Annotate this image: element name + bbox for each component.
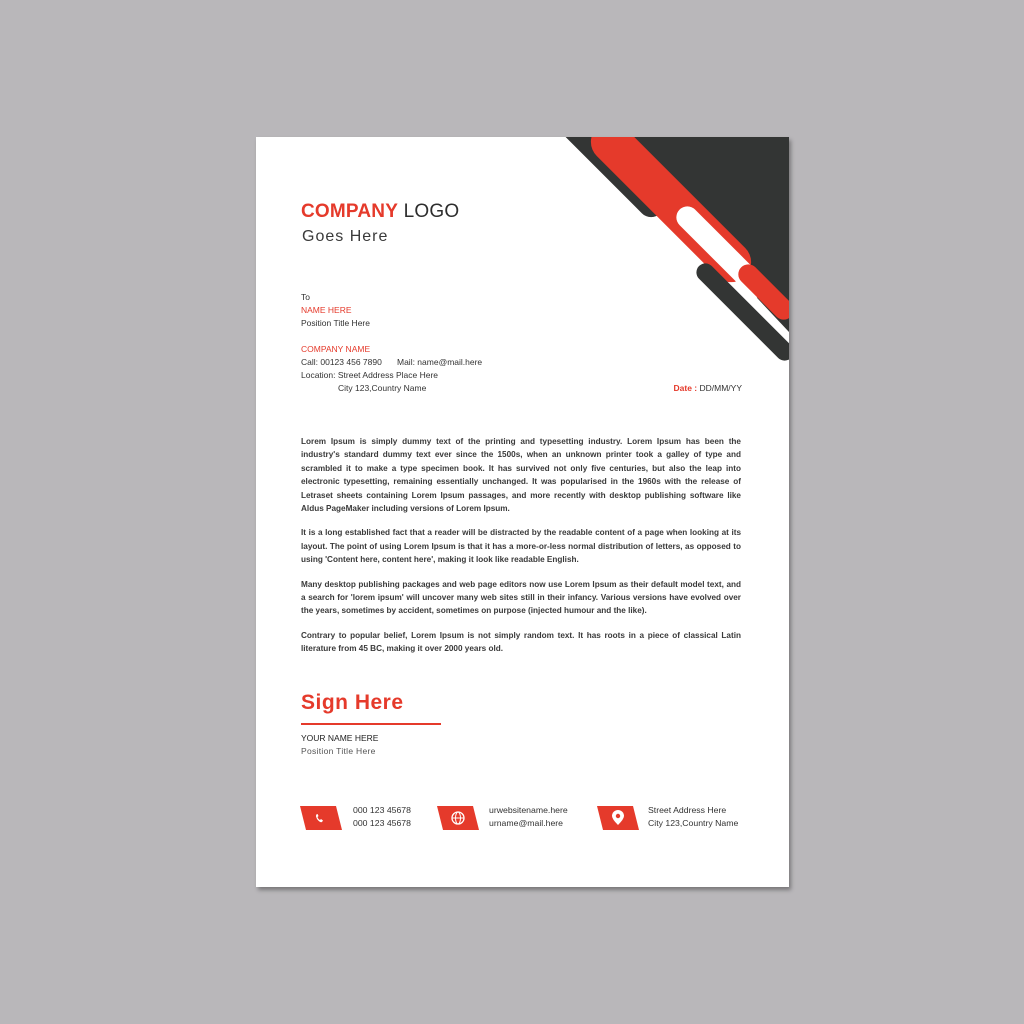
sign-here-label: Sign Here [301,691,404,714]
date-line [674,383,743,393]
body-paragraph: Contrary to popular belief, Lorem Ipsum is not simply random text. It has roots in a piece of classical Latin literature from 45 BC, making it over 2000 years old. [301,630,741,654]
sender-mail: Mail: name@mail.here [397,357,483,367]
recipient-name: NAME HERE [301,305,352,315]
footer-city: City 123,Country Name [648,818,739,828]
body-paragraph: It is a long established fact that a reader will be distracted by the readable content of a page when looking at its layout. The point of using Lorem Ipsum is that it has a more-or-less normal distribution of letters, as opposed to using 'Content here, content here', making it look like readable English. [301,528,741,565]
sender-city: City 123,Country Name [338,383,427,393]
footer-phone-2: 000 123 45678 [353,818,411,828]
globe-icon [437,806,479,830]
footer-web [489,804,568,830]
sender-location: Location: Street Address Place Here [301,370,439,380]
body-paragraph: Lorem Ipsum is simply dummy text of the printing and typesetting industry. Lorem Ipsum has been the industry's standard dummy text ever since the 1500s, when an unknown printer took a galley of type and scrambled it to make a type specimen book. It has survived not only five centuries, but also the leap into electronic typesetting, remaining essentially unchanged. It was popularised in the 1960s with the release of Letraset sheets containing Lorem Ipsum passages, and more recently with desktop publishing software like Aldus PageMaker including versions of Lorem Ipsum. [301,437,741,514]
signer-name: YOUR NAME HERE [301,733,379,743]
phone-icon [300,806,342,830]
sender-company: COMPANY NAME [301,344,371,354]
letterhead-page [256,137,789,887]
date-label: Date : [673,383,698,393]
logo-tagline: Goes Here [302,228,389,245]
recipient-position: Position Title Here [301,318,370,328]
body-paragraph: Many desktop publishing packages and web page editors now use Lorem Ipsum as their default model text, and a search for 'lorem ipsum' will uncover many web sites still in their infancy. Various versions have evolved over the years, sometimes by accident, sometimes on purpose (injected humour and the like). [301,579,741,616]
letter-body [301,435,741,667]
footer-phone [353,804,411,830]
recipient-to: To [301,292,310,302]
footer-address [648,804,738,830]
footer-phone-1: 000 123 45678 [353,805,411,815]
corner-decoration [256,137,789,377]
footer-street: Street Address Here [648,805,727,815]
footer-website: urwebsitename.here [489,805,568,815]
logo-company-word: COMPANY [301,201,399,222]
signer-position: Position Title Here [301,746,376,756]
date-value: DD/MM/YY [699,383,742,393]
footer-email: urname@mail.here [489,818,564,828]
logo-logo-word: LOGO [403,201,460,222]
signature-line [301,723,441,725]
sender-call: Call: 00123 456 7890 [301,357,382,367]
location-pin-icon [597,806,639,830]
company-logo [301,201,459,223]
